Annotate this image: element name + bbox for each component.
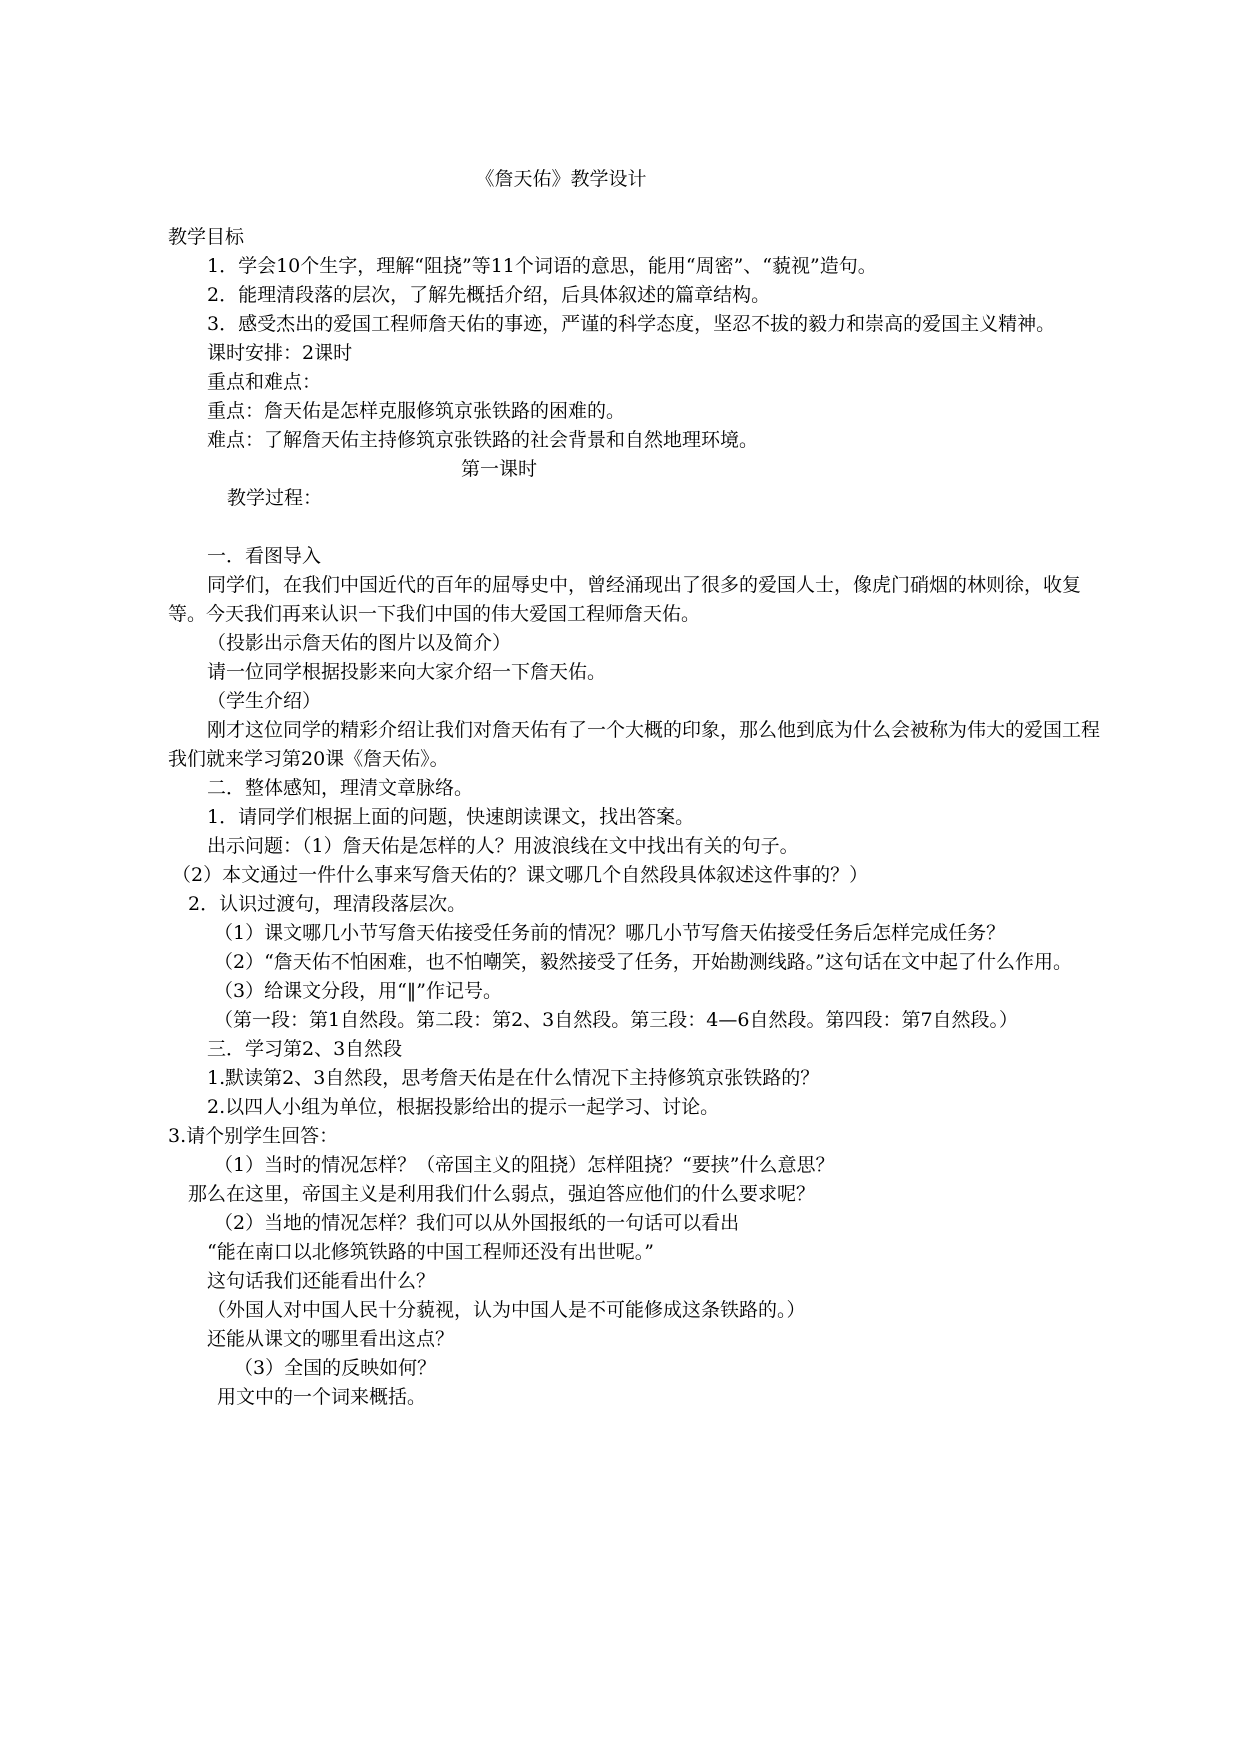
paragraph-line: （3）全国的反映如何？ <box>234 1357 437 1379</box>
paragraph-line: 1.默读第2、3自然段，思考詹天佑是在什么情况下主持修筑京张铁路的？ <box>207 1067 820 1089</box>
paragraph-line: （3）给课文分段，用“‖”作记号。 <box>214 980 503 1002</box>
class-hours: 课时安排：2课时 <box>207 342 353 364</box>
section-3-heading: 三．学习第2、3自然段 <box>207 1038 403 1060</box>
difficult-point: 难点：了解詹天佑主持修筑京张铁路的社会背景和自然地理环境。 <box>207 429 759 451</box>
paragraph-line: （学生介绍） <box>207 690 322 712</box>
goal-item-3: 3．感受杰出的爱国工程师詹天佑的事迹，严谨的科学态度，坚忍不拔的毅力和崇高的爱国主义精神。 <box>207 313 1056 335</box>
key-point: 重点：詹天佑是怎样克服修筑京张铁路的困难的。 <box>207 400 626 422</box>
paragraph-line: （1）当时的情况怎样？（帝国主义的阻挠）怎样阻挠？“要挟”什么意思？ <box>214 1154 835 1176</box>
paragraph-line: 我们就来学习第20课《詹天佑》。 <box>168 748 449 770</box>
paragraph-line: （2）本文通过一件什么事来写詹天佑的？课文哪几个自然段具体叙述这件事的？） <box>172 864 869 886</box>
paragraph-line: （外国人对中国人民十分藐视，认为中国人是不可能修成这条铁路的。） <box>207 1299 806 1321</box>
paragraph-line: 还能从课文的哪里看出这点？ <box>207 1328 455 1350</box>
goal-item-1: 1．学会10个生字，理解“阻挠”等11个词语的意思，能用“周密”、“藐视”造句。 <box>207 255 877 277</box>
goal-item-2: 2．能理清段落的层次，了解先概括介绍，后具体叙述的篇章结构。 <box>207 284 771 306</box>
paragraph-line: （2）当地的情况怎样？我们可以从外国报纸的一句话可以看出 <box>214 1212 740 1234</box>
paragraph-line: （1）课文哪几小节写詹天佑接受任务前的情况？哪几小节写詹天佑接受任务后怎样完成任务？ <box>214 922 1006 944</box>
paragraph-line: “能在南口以北修筑铁路的中国工程师还没有出世呢。” <box>207 1241 654 1263</box>
paragraph-line: （投影出示詹天佑的图片以及简介） <box>207 632 512 654</box>
key-points-heading: 重点和难点： <box>207 371 322 393</box>
paragraph-line: 用文中的一个词来概括。 <box>217 1386 427 1408</box>
paragraph-line: 2．认识过渡句，理清段落层次。 <box>188 893 467 915</box>
paragraph-line: 2.以四人小组为单位，根据投影给出的提示一起学习、讨论。 <box>207 1096 720 1118</box>
lesson-one-heading: 第一课时 <box>461 458 538 480</box>
paragraph-line: 请一位同学根据投影来向大家介绍一下詹天佑。 <box>207 661 607 683</box>
paragraph-line: 1．请同学们根据上面的问题，快速朗读课文，找出答案。 <box>207 806 695 828</box>
paragraph-line: 那么在这里，帝国主义是利用我们什么弱点，强迫答应他们的什么要求呢？ <box>188 1183 816 1205</box>
teaching-process-heading: 教学过程： <box>227 487 323 509</box>
paragraph-line: 这句话我们还能看出什么？ <box>207 1270 436 1292</box>
paragraph-line: 等。今天我们再来认识一下我们中国的伟大爱国工程师詹天佑。 <box>168 603 701 625</box>
paragraph-line: 刚才这位同学的精彩介绍让我们对詹天佑有了一个大概的印象，那么他到底为什么会被称为伟大的爱国工程 <box>207 719 1101 741</box>
section-2-heading: 二．整体感知，理清文章脉络。 <box>207 777 474 799</box>
paragraph-line: 3.请个别学生回答： <box>168 1125 339 1147</box>
paragraph-line: 出示问题：（1）詹天佑是怎样的人？用波浪线在文中找出有关的句子。 <box>207 835 799 857</box>
paragraph-line: 同学们，在我们中国近代的百年的屈辱史中，曾经涌现出了很多的爱国人士，像虎门硝烟的林则徐，收复 <box>207 574 1082 596</box>
section-1-heading: 一．看图导入 <box>207 545 322 567</box>
paragraph-line: （2）“詹天佑不怕困难，也不怕嘲笑，毅然接受了任务，开始勘测线路。”这句话在文中起了什么作用。 <box>214 951 1073 973</box>
heading-teaching-goals: 教学目标 <box>168 226 245 248</box>
document-title: 《詹天佑》教学设计 <box>475 168 647 190</box>
paragraph-line: （第一段：第1自然段。第二段：第2、3自然段。第三段：4—6自然段。第四段：第7自然段。） <box>214 1009 1019 1031</box>
